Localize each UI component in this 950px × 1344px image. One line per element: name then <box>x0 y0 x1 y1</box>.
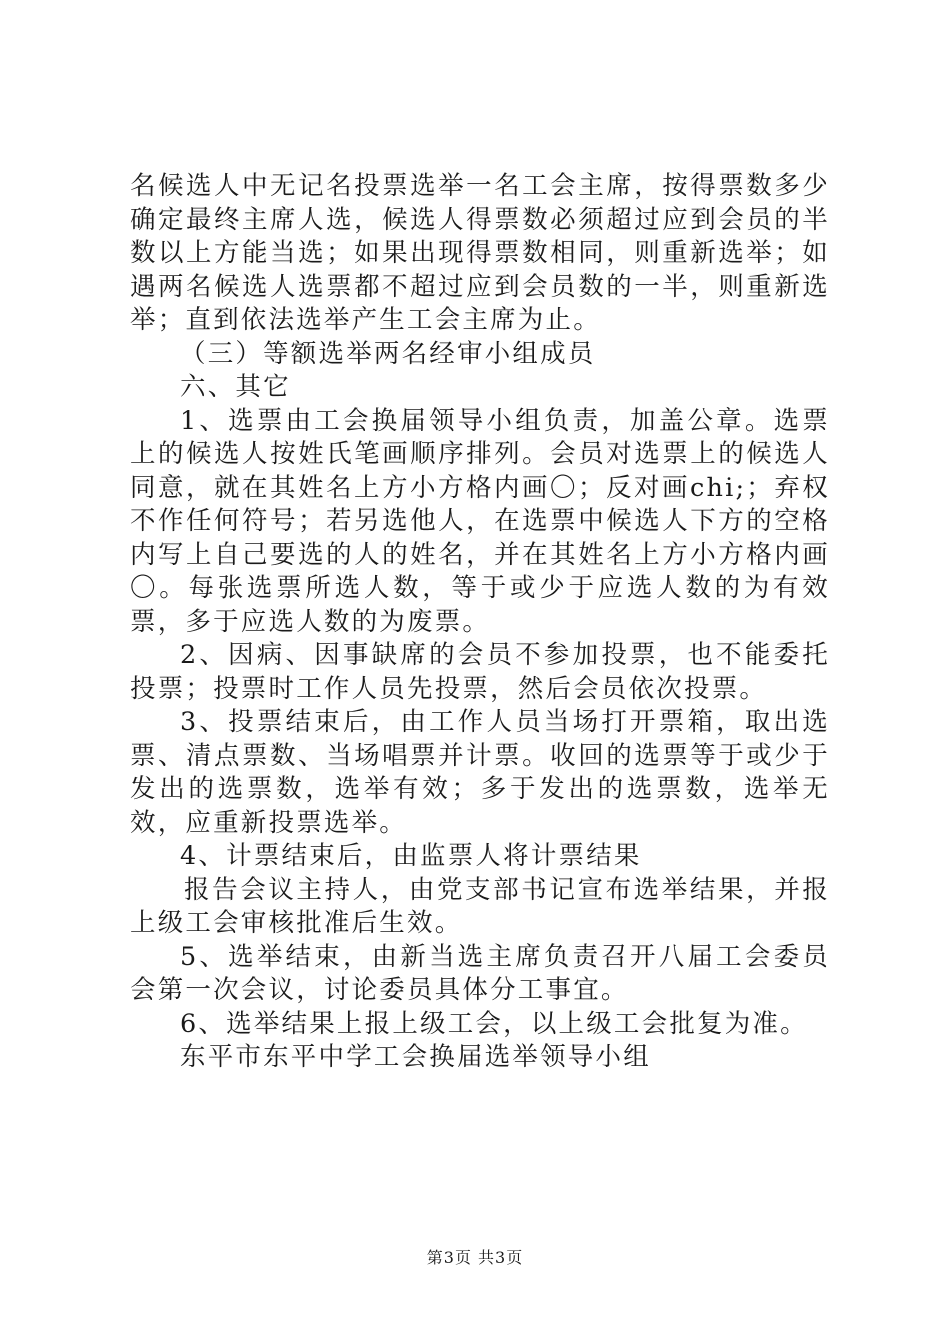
paragraph-item-2: 2、因病、因事缺席的会员不参加投票，也不能委托投票；投票时工作人员先投票，然后会员依次投票。 <box>130 640 830 704</box>
paragraph-election-procedure: 名候选人中无记名投票选举一名工会主席，按得票数多少确定最终主席人选，候选人得票数必须超过应到会员的半数以上方能当选；如果出现得票数相同，则重新选举；如遇两名候选人选票都不超过应到会员数的一半，则重新选举；直到依法选举产生工会主席为止。 <box>130 171 830 335</box>
page-number: 第3页 共3页 <box>426 1248 524 1267</box>
paragraph-section-3-heading: （三）等额选举两名经审小组成员 <box>180 338 596 369</box>
document-body <box>130 170 830 1075</box>
paragraph-item-4: 4、计票结束后，由监票人将计票结果 <box>180 841 642 871</box>
paragraph-section-6-heading: 六、其它 <box>180 372 291 402</box>
paragraph-item-6: 6、选举结果上报上级工会，以上级工会批复为准。 <box>180 1008 808 1039</box>
paragraph-item-1: 1、选票由工会换届领导小组负责，加盖公章。选票上的候选人按姓氏笔画顺序排列。会员对选票上的候选人同意，就在其姓名上方小方格内画〇；反对画chi;；弃权不作任何符号；若另选他人，在选票中候选人下方的空格内写上自己要选的人的姓名，并在其姓名上方小方格内画〇。每张选票所选人数，等于或少于应选人数的为有效票，多于应选人数的为废票。 <box>130 405 830 637</box>
page-footer <box>0 1245 950 1268</box>
paragraph-item-3: 3、投票结束后，由工作人员当场打开票箱，取出选票、清点票数、当场唱票并计票。收回的选票等于或少于发出的选票数，选举有效；多于发出的选票数，选举无效，应重新投票选举。 <box>130 707 830 838</box>
paragraph-item-5: 5、选举结束，由新当选主席负责召开八届工会委员会第一次会议，讨论委员具体分工事宜。 <box>130 941 830 1005</box>
signature-line: 东平市东平中学工会换届选举领导小组 <box>180 1042 651 1072</box>
paragraph-item-4-continued: 报告会议主持人，由党支部书记宣布选举结果，并报上级工会审核批准后生效。 <box>130 874 830 938</box>
